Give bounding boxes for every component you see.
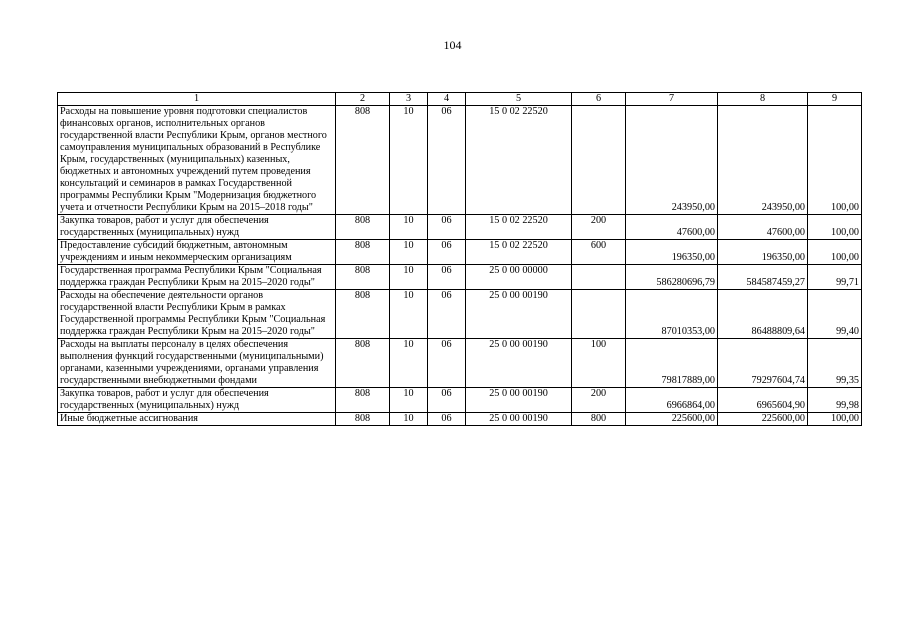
row-name: Расходы на обеспечение деятельности органов государственной власти Республики Крым в рамках Государственной программы Республики Крым "Социальная поддержка граждан Республики Крым на 2015–2020 годы" [58,290,336,339]
row-code-4: 06 [428,388,466,413]
row-code-5: 25 0 00 00000 [466,265,572,290]
row-code-6: 200 [572,215,626,240]
row-code-4: 06 [428,290,466,339]
budget-table [57,92,862,426]
row-value-7: 225600,00 [626,413,718,426]
row-code-2: 808 [336,240,390,265]
row-code-5: 25 0 00 00190 [466,339,572,388]
page-number: 104 [443,38,462,52]
row-code-5: 25 0 00 00190 [466,388,572,413]
row-code-4: 06 [428,240,466,265]
row-code-3: 10 [390,339,428,388]
table-row [58,290,862,339]
row-code-4: 06 [428,339,466,388]
row-value-8: 6965604,90 [718,388,808,413]
row-code-3: 10 [390,413,428,426]
row-code-6 [572,106,626,215]
row-code-4: 06 [428,413,466,426]
row-code-2: 808 [336,339,390,388]
row-value-8: 225600,00 [718,413,808,426]
row-code-5: 15 0 02 22520 [466,240,572,265]
row-value-7: 6966864,00 [626,388,718,413]
row-value-8: 79297604,74 [718,339,808,388]
row-code-2: 808 [336,388,390,413]
row-value-9: 100,00 [808,413,862,426]
table-row [58,413,862,426]
row-value-9: 99,35 [808,339,862,388]
table-row [58,339,862,388]
header-cell: 2 [336,93,390,106]
row-value-7: 47600,00 [626,215,718,240]
row-value-7: 196350,00 [626,240,718,265]
row-code-6 [572,290,626,339]
row-name: Расходы на выплаты персоналу в целях обеспечения выполнения функций государственными (муниципальными) органами, казенными учреждениями, органами управления государственными внебюджетными фондами [58,339,336,388]
row-code-6 [572,265,626,290]
row-value-8: 47600,00 [718,215,808,240]
row-code-3: 10 [390,106,428,215]
row-value-9: 100,00 [808,106,862,215]
row-value-8: 196350,00 [718,240,808,265]
header-cell: 4 [428,93,466,106]
row-code-6: 200 [572,388,626,413]
row-code-2: 808 [336,265,390,290]
header-cell: 5 [466,93,572,106]
row-value-7: 243950,00 [626,106,718,215]
table-row [58,388,862,413]
table-row [58,215,862,240]
row-name: Расходы на повышение уровня подготовки специалистов финансовых органов, исполнительных органов государственной власти Республики Крым, органов местного самоуправления муниципальных образований в Республике Крым, государственных (муниципальных) казенных, бюджетных и автономных учреждений путем проведения консультаций и семинаров в рамках Государственной программы Республики Крым "Модернизация бюджетного учета и отчетности Республики Крым на 2015–2018 годы" [58,106,336,215]
header-cell: 3 [390,93,428,106]
row-value-9: 100,00 [808,240,862,265]
header-cell: 1 [58,93,336,106]
row-code-5: 25 0 00 00190 [466,290,572,339]
table-row [58,240,862,265]
header-cell: 9 [808,93,862,106]
row-name: Иные бюджетные ассигнования [58,413,336,426]
row-value-9: 99,40 [808,290,862,339]
row-name: Государственная программа Республики Крым "Социальная поддержка граждан Республики Крым на 2015–2020 годы" [58,265,336,290]
row-code-2: 808 [336,290,390,339]
row-value-7: 87010353,00 [626,290,718,339]
row-code-4: 06 [428,265,466,290]
row-name: Предоставление субсидий бюджетным, автономным учреждениям и иным некоммерческим организациям [58,240,336,265]
row-code-6: 100 [572,339,626,388]
row-value-9: 99,71 [808,265,862,290]
header-cell: 8 [718,93,808,106]
row-code-5: 15 0 02 22520 [466,215,572,240]
row-value-7: 79817889,00 [626,339,718,388]
table-header-row [58,93,862,106]
row-value-8: 584587459,27 [718,265,808,290]
row-value-8: 243950,00 [718,106,808,215]
table-row [58,106,862,215]
row-value-9: 100,00 [808,215,862,240]
row-value-8: 86488809,64 [718,290,808,339]
row-code-2: 808 [336,413,390,426]
header-cell: 7 [626,93,718,106]
row-code-3: 10 [390,215,428,240]
row-code-6: 600 [572,240,626,265]
row-code-3: 10 [390,388,428,413]
row-code-3: 10 [390,265,428,290]
row-code-3: 10 [390,290,428,339]
row-name: Закупка товаров, работ и услуг для обеспечения государственных (муниципальных) нужд [58,215,336,240]
row-value-7: 586280696,79 [626,265,718,290]
row-code-3: 10 [390,240,428,265]
row-code-6: 800 [572,413,626,426]
row-code-2: 808 [336,215,390,240]
row-code-5: 15 0 02 22520 [466,106,572,215]
row-value-9: 99,98 [808,388,862,413]
table-row [58,265,862,290]
header-cell: 6 [572,93,626,106]
row-name: Закупка товаров, работ и услуг для обеспечения государственных (муниципальных) нужд [58,388,336,413]
row-code-4: 06 [428,215,466,240]
row-code-2: 808 [336,106,390,215]
row-code-5: 25 0 00 00190 [466,413,572,426]
row-code-4: 06 [428,106,466,215]
